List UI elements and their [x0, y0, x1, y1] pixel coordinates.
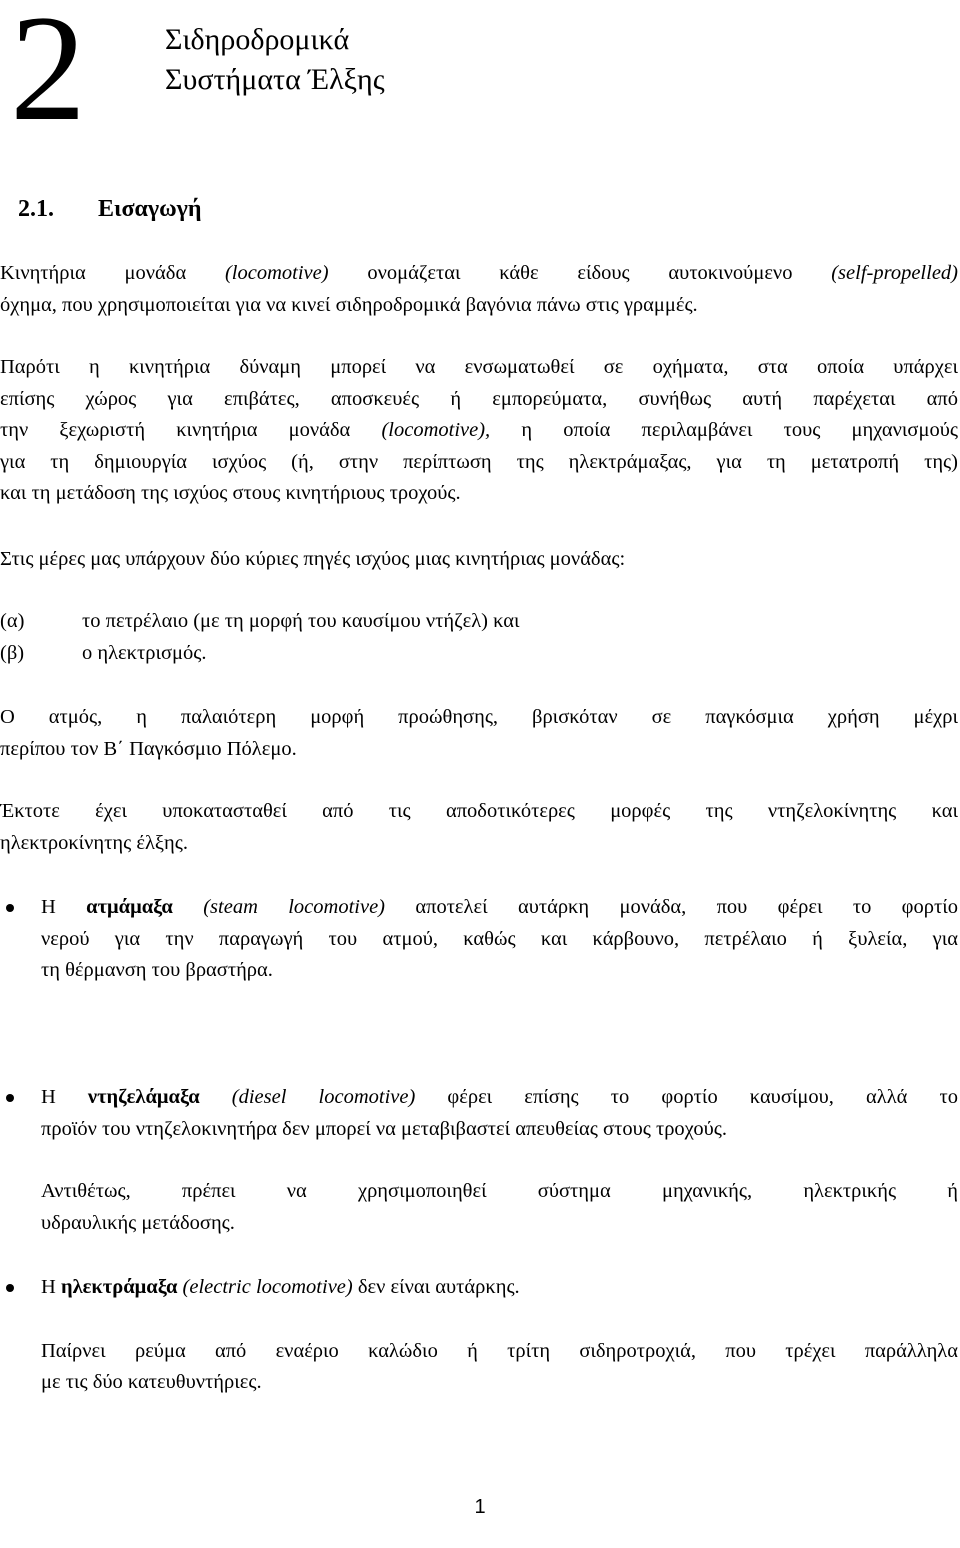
diesel-line-1 — [41, 1082, 958, 1114]
electric-line-1 — [41, 1272, 958, 1304]
chapter-title — [165, 20, 385, 100]
para2-term-locomotive: (locomotive), — [381, 419, 491, 441]
diesel-english-term: (diesel locomotive) — [199, 1086, 416, 1108]
bullet-diesel-body — [41, 1082, 958, 1239]
steam-line-3: τη θέρμανση του βραστήρα. — [41, 959, 273, 981]
section-title: Εισαγωγή — [98, 196, 202, 222]
electric-rest: δεν είναι αυτάρκης. — [352, 1276, 520, 1298]
para2-text-c: η οποία περιλαμβάνει τους μηχανισμούς — [490, 419, 958, 441]
section-number: 2.1. — [18, 196, 54, 222]
steam-line-1 — [41, 892, 958, 924]
list-marker: (β) — [0, 641, 25, 664]
diesel-term: ντηζελάμαξα — [87, 1086, 200, 1108]
intro-term-locomotive: (locomotive) — [224, 262, 329, 284]
para2-text-a: την ξεχωριστή κινητήρια μονάδα — [0, 419, 382, 441]
page-number: 1 — [474, 1496, 486, 1518]
intro-text-a: Κινητήρια μονάδα — [0, 262, 225, 284]
para2-line-5: και τη μετάδοση της ισχύος στους κινητήριους τροχούς. — [0, 482, 461, 504]
sources-list — [0, 606, 958, 669]
para3-line: Στις μέρες μας υπάρχουν δύο κύριες πηγές ισχύος μιας κινητήριας μονάδας: — [0, 548, 626, 570]
paragraph-replacement — [0, 796, 958, 859]
paragraph-sources-intro — [0, 544, 958, 576]
chapter-number: 2 — [10, 0, 84, 152]
electric-pre: Η — [41, 1276, 61, 1298]
list-item — [0, 606, 958, 638]
intro-line-1 — [0, 258, 958, 290]
para2-line-1: Παρότι η κινητήρια δύναμη μπορεί να ενσωματωθεί σε οχήματα, στα οποία υπάρχει — [0, 356, 958, 378]
para5-line-2: ηλεκτροκίνητης έλξης. — [0, 831, 189, 854]
paragraph-power — [0, 352, 958, 510]
para2-line-3 — [0, 415, 958, 447]
diesel-para2-line-2: υδραυλικής μετάδοσης. — [41, 1211, 235, 1234]
para2-line-2: επίσης χώρος για επιβάτες, αποσκευές ή εμπορεύματα, συνήθως αυτή παρέχεται από — [0, 387, 958, 410]
intro-term-self-propelled: (self-propelled) — [831, 262, 958, 284]
diesel-line-2: προϊόν του ντηζελοκινητήρα δεν μπορεί να μεταβιβαστεί απευθείας στους τροχούς. — [41, 1117, 727, 1140]
electric-term: ηλεκτράμαξα — [60, 1276, 178, 1298]
steam-pre: Η — [41, 896, 87, 918]
chapter-title-line-1: Σιδηροδρομικά — [165, 23, 350, 56]
diesel-para2-line-1: Αντιθέτως, πρέπει να χρησιμοποιηθεί σύστημα μηχανικής, ηλεκτρικής ή — [41, 1180, 958, 1202]
steam-english-term: (steam locomotive) — [172, 896, 385, 918]
para2-line-4: για τη δημιουργία ισχύος (ή, στην περίπτωση της ηλεκτράμαξας, για τη μετατροπή της) — [0, 450, 958, 473]
intro-line-2: όχημα, που χρησιμοποιείται για να κινεί σιδηροδρομικά βαγόνια πάνω στις γραμμές. — [0, 293, 698, 316]
chapter-title-line-2: Συστήματα Έλξης — [165, 63, 385, 96]
para5-line-1: Έκτοτε έχει υποκατασταθεί από τις αποδοτικότερες μορφές της ντηζελοκίνητης και — [0, 800, 958, 822]
electric-para2-line-1: Παίρνει ρεύμα από εναέριο καλώδιο ή τρίτη σιδηροτροχιά, που τρέχει παράλληλα — [41, 1339, 958, 1362]
para4-line-2: περίπου τον Β΄ Παγκόσμιο Πόλεμο. — [0, 737, 297, 760]
bullet-steam-body — [41, 892, 958, 987]
electric-english-term: (electric locomotive) — [177, 1276, 353, 1298]
bullet-electric-body — [41, 1272, 958, 1399]
list-item-text: ο ηλεκτρισμός. — [82, 641, 207, 664]
steam-line-2: νερού για την παραγωγή του ατμού, καθώς και κάρβουνο, πετρέλαιο ή ξυλεία, για — [41, 927, 958, 950]
para4-line-1: Ο ατμός, η παλαιότερη μορφή προώθησης, βρισκόταν σε παγκόσμια χρήση μέχρι — [0, 706, 958, 728]
list-marker: (α) — [0, 610, 25, 632]
list-item — [0, 638, 958, 670]
intro-paragraph — [0, 258, 958, 321]
steam-term: ατμάμαξα — [86, 896, 173, 918]
paragraph-steam-history — [0, 702, 958, 765]
diesel-pre: Η — [41, 1086, 88, 1108]
bullet-icon — [6, 1094, 14, 1102]
list-item-text: το πετρέλαιο (με τη μορφή του καυσίμου ντήζελ) και — [82, 610, 520, 632]
diesel-rest: φέρει επίσης το φορτίο καυσίμου, αλλά το — [415, 1086, 958, 1108]
section-heading — [18, 196, 202, 223]
steam-rest: αποτελεί αυτάρκη μονάδα, που φέρει το φορτίο — [385, 896, 958, 918]
bullet-icon — [6, 1284, 14, 1292]
electric-para2-line-2: με τις δύο κατευθυντήριες. — [41, 1371, 262, 1393]
intro-text-c: ονομάζεται κάθε είδους αυτοκινούμενο — [328, 262, 832, 284]
bullet-icon — [6, 904, 14, 912]
